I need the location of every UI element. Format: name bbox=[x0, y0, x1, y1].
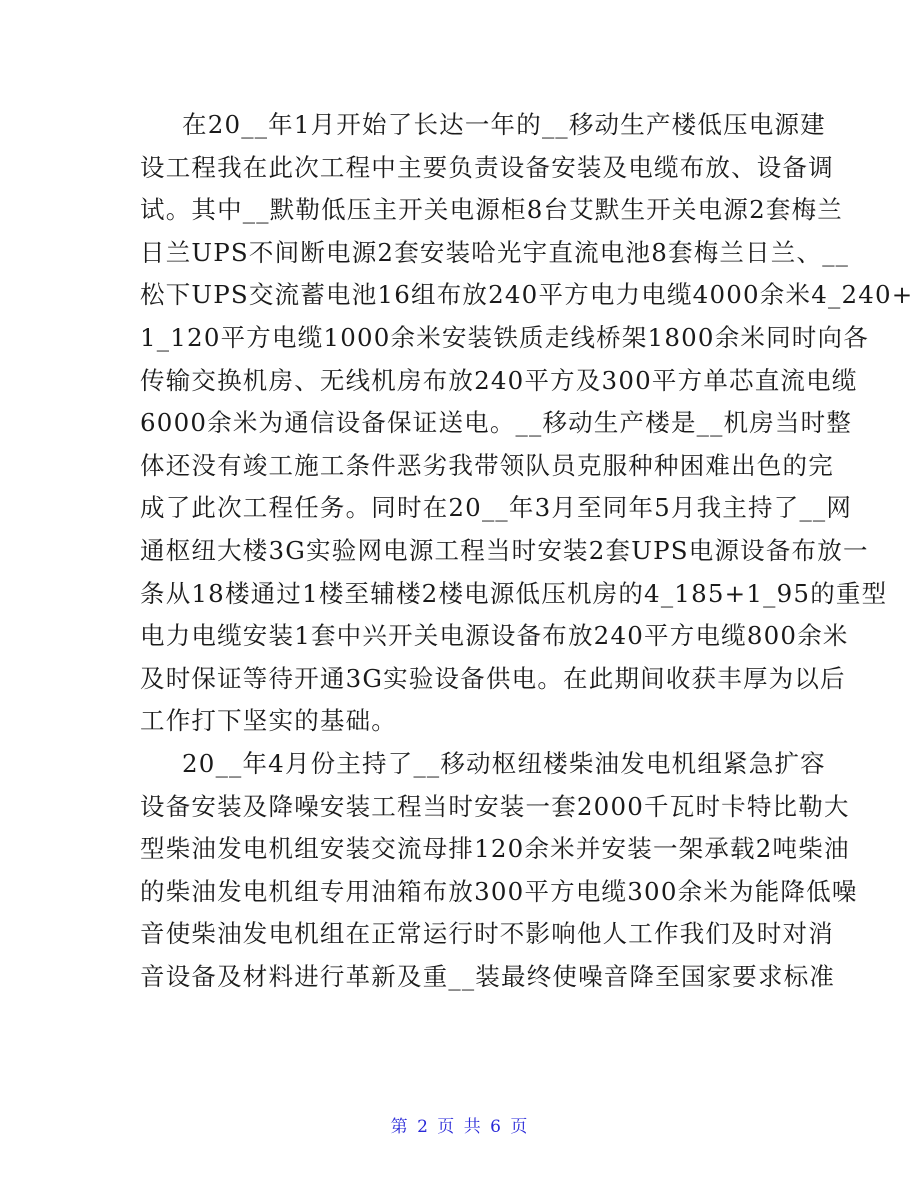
text-line: 音使柴油发电机组在正常运行时不影响他人工作我们及时对消 bbox=[140, 919, 834, 949]
text-line: 体还没有竣工施工条件恶劣我带领队员克服种种困难出色的完 bbox=[140, 450, 834, 480]
text-line: 音设备及材料进行革新及重__装最终使噪音降至国家要求标准 bbox=[140, 961, 836, 991]
text-line: 型柴油发电机组安装交流母排120余米并安装一架承载2吨柴油 bbox=[140, 834, 850, 864]
text-line: 设备安装及降噪安装工程当时安装一套2000千瓦时卡特比勒大 bbox=[140, 791, 850, 821]
document-body bbox=[140, 104, 914, 998]
text-line: 1_120平方电缆1000余米安装铁质走线桥架1800余米同时向各 bbox=[140, 322, 869, 352]
text-line: 成了此次工程任务。同时在20__年3月至同年5月我主持了__网 bbox=[140, 493, 853, 523]
text-line: 通枢纽大楼3G实验网电源工程当时安装2套UPS电源设备布放一 bbox=[140, 535, 869, 565]
text-line: 20__年4月份主持了__移动枢纽楼柴油发电机组紧急扩容 bbox=[182, 748, 826, 778]
text-line: 条从18楼通过1楼至辅楼2楼电源低压机房的4_185+1_95的重型 bbox=[140, 578, 888, 608]
paragraph-1 bbox=[140, 104, 914, 743]
text-line: 工作打下坚实的基础。 bbox=[140, 706, 397, 736]
text-line: 日兰UPS不间断电源2套安装哈光宇直流电池8套梅兰日兰、__ bbox=[140, 237, 850, 267]
text-line: 在20__年1月开始了长达一年的__移动生产楼低压电源建 bbox=[182, 110, 826, 139]
text-line: 传输交换机房、无线机房布放240平方及300平方单芯直流电缆 bbox=[140, 365, 858, 395]
page-number-footer: 第 2 页 共 6 页 bbox=[390, 1117, 530, 1137]
text-line: 及时保证等待开通3G实验设备供电。在此期间收获丰厚为以后 bbox=[140, 663, 846, 693]
text-line: 松下UPS交流蓄电池16组布放240平方电力电缆4000余米4_240+ bbox=[140, 280, 914, 310]
text-line: 试。其中__默勒低压主开关电源柜8台艾默生开关电源2套梅兰 bbox=[140, 195, 843, 225]
paragraph-2 bbox=[140, 743, 858, 999]
text-line: 6000余米为通信设备保证送电。__移动生产楼是__机房当时整 bbox=[140, 408, 853, 438]
text-line: 电力电缆安装1套中兴开关电源设备布放240平方电缆800余米 bbox=[140, 621, 849, 651]
text-line: 设工程我在此次工程中主要负责设备安装及电缆布放、设备调 bbox=[140, 152, 834, 182]
text-line: 的柴油发电机组专用油箱布放300平方电缆300余米为能降低噪 bbox=[140, 876, 858, 906]
